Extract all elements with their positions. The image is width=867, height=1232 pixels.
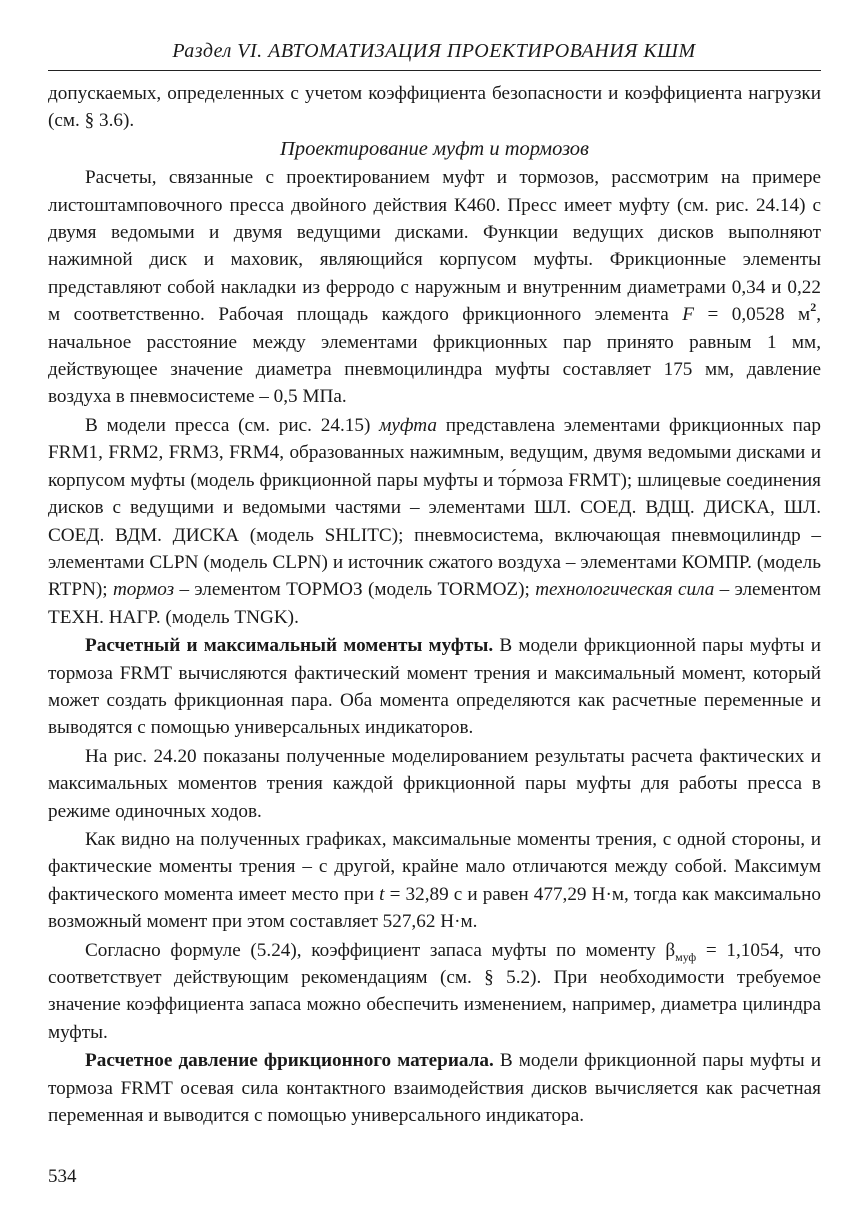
term-coupling: муфта: [379, 414, 437, 436]
text: = 32,89 с и равен 477,29 Н·м, тогда как максимально возможный момент при этом составляет 527,62 Н·м.: [48, 883, 821, 933]
text: , начальное расстояние между элементами фрикционных пар принято равным 1 мм, действующее значение диаметра пневмоцилиндра муфты составляет 175 мм, давление воздуха в пневмосистеме – 0,5 МПа.: [48, 304, 821, 408]
paragraph-figure-ref: На рис. 24.20 показаны полученные моделированием результаты расчета фактических и максимальных моментов трения каждой фрикционной пары муфты для работы пресса в режиме одиночных ходов.: [48, 745, 821, 822]
running-head: Раздел VI. АВТОМАТИЗАЦИЯ ПРОЕКТИРОВАНИЯ КШМ: [172, 40, 696, 62]
paragraph-press-description: [48, 164, 821, 411]
subscript: муф: [675, 949, 697, 964]
page-number: 534: [48, 1166, 77, 1187]
paragraph-safety-factor: [48, 937, 821, 1047]
text: представлена элементами фрикционных пар FRM1, FRM2, FRM3, FRM4, образованных нажимным, ведущим, двумя ведомыми дисками и корпусом муфты (модель фрикционной пары муфты и то́рмоза FRMT); шлицевые соединения дисков с ведущими и ведомыми частями – элементами ШЛ. СОЕД. ВДЩ. ДИСКА, ШЛ. СОЕД. ВДМ. ДИСКА (модель SHLITC); пневмосистема, включающая пневмоцилиндр – элементами CLPN (модель CLPN) и источник сжатого воздуха – элементами КОМПР. (модель RTPN);: [48, 414, 821, 601]
text: – элементом ТЕХН. НАГР. (модель TNGK).: [48, 579, 821, 628]
term-tech-force: технологическая сила: [535, 579, 715, 601]
text: – элементом ТОРМОЗ (модель TORMOZ);: [174, 579, 536, 601]
paragraph-model-elements: [48, 412, 821, 631]
header-rule: [48, 70, 821, 71]
text: Как видно на полученных графиках, максимальные моменты трения, с одной стороны, и фактические моменты трения – с другой, крайне мало отличаются между собой. Максимум фактического момента имеет место при: [48, 828, 821, 905]
variable-t: t: [379, 883, 385, 905]
variable-F: F: [682, 304, 694, 326]
page-body: [48, 80, 821, 1129]
text: Согласно формуле (5.24), коэффициент запаса муфты по моменту β: [85, 939, 676, 961]
run-in-heading: Расчетное давление фрикционного материала.: [85, 1050, 494, 1072]
text: В модели фрикционной пары муфты и тормоза FRMT осевая сила контактного взаимодействия дисков вычисляется как расчетная переменная и выводится с помощью универсального индикатора.: [48, 1050, 821, 1127]
text: В модели пресса (см. рис. 24.15): [85, 414, 380, 436]
text: = 1,1054, что соответствует действующим рекомендациям (см. § 5.2). При необходимости требуемое значение коэффициента запаса можно обеспечить изменением, например, диаметра цилиндра муфты.: [48, 939, 821, 1043]
paragraph-graph-results: [48, 826, 821, 936]
run-in-heading: Расчетный и максимальный моменты муфты.: [85, 635, 494, 657]
text: Расчеты, связанные с проектированием муфт и тормозов, рассмотрим на примере листоштамповочного пресса двойного действия К460. Пресс имеет муфту (см. рис. 24.14) с двумя ведомыми и двумя ведущими дисками. Функции ведущих дисков выполняют нажимной диск и маховик, являющийся корпусом муфты. Фрикционные элементы представляют собой накладки из ферродо с наружным и внутренним диаметрами 0,34 и 0,22 м соответственно. Рабочая площадь каждого фрикционного элемента: [48, 167, 821, 326]
paragraph-moments: [48, 632, 821, 742]
paragraph-pressure: [48, 1047, 821, 1129]
section-title: Проектирование муфт и тормозов: [280, 137, 589, 160]
text: = 0,0528 м: [693, 304, 811, 326]
text: В модели фрикционной пары муфты и тормоза FRMT вычисляются фактический момент трения и максимальный момент, который может создать фрикционная пара. Оба момента определяются как расчетные переменные и выводятся с помощью универсальных индикаторов.: [48, 635, 821, 739]
exponent: 2: [810, 299, 817, 314]
term-brake: тормоз: [112, 579, 175, 601]
paragraph-continuation: допускаемых, определенных с учетом коэффициента безопасности и коэффициента нагрузки (см. § 3.6).: [48, 83, 821, 132]
